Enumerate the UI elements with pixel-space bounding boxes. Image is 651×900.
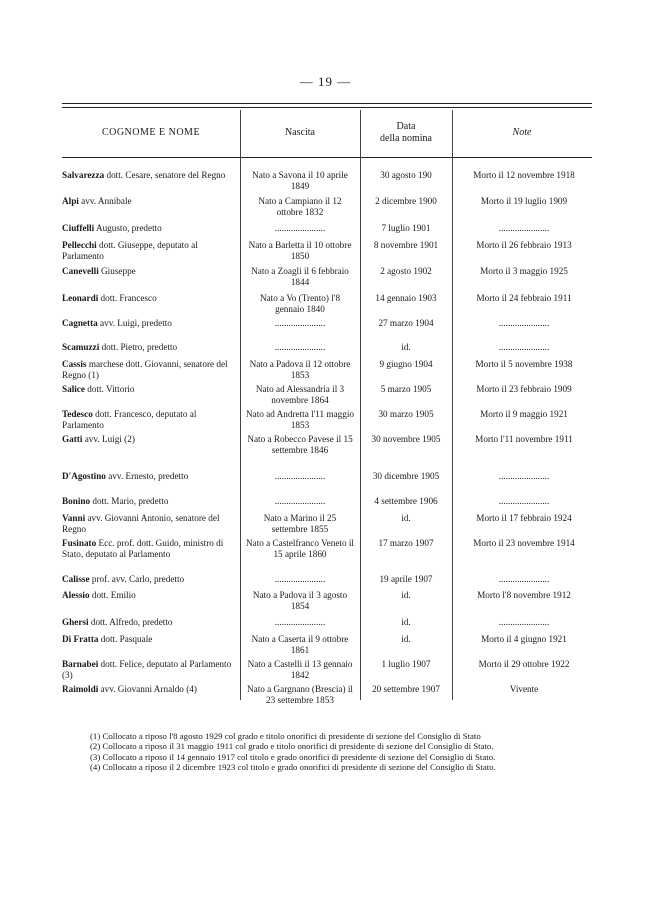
member-name: Di Fratta dott. Pasquale — [62, 634, 153, 644]
note: ...................... — [498, 223, 550, 233]
birth-info: ...................... — [274, 471, 326, 481]
note: ...................... — [498, 342, 550, 352]
note: ...................... — [498, 318, 550, 328]
member-name: Fusinato Ecc. prof. dott. Guido, ministro di Stato, deputato al Parlamento — [62, 538, 224, 559]
member-name: Alessio dott. Emilio — [62, 590, 136, 600]
top-rule — [62, 103, 592, 104]
note: Morto il 5 novembre 1938 — [475, 359, 573, 369]
birth-info: Nato a Castelli il 13 gennaio 1842 — [247, 659, 353, 680]
note: Morto il 23 novembre 1914 — [473, 538, 575, 548]
header-rule — [62, 157, 592, 158]
appointment-date: 30 agosto 190 — [380, 170, 432, 180]
appointment-date: id. — [401, 634, 411, 644]
page-number: — 19 — — [299, 74, 352, 89]
note: ...................... — [498, 471, 550, 481]
note: Morto il 17 febbraio 1924 — [476, 513, 572, 523]
birth-info: ...................... — [274, 496, 326, 506]
birth-info: Nato a Vo (Trento) l'8 gennaio 1840 — [259, 293, 341, 314]
footnotes — [62, 731, 592, 773]
birth-info: Nato a Castelfranco Veneto il 15 aprile 1860 — [245, 538, 354, 559]
header-date-line2: della nomina — [380, 133, 432, 144]
appointment-date: 14 gennaio 1903 — [375, 293, 437, 303]
note: ...................... — [498, 574, 550, 584]
appointment-date: 30 dicembre 1905 — [372, 471, 440, 481]
footnote: (2) Collocato a riposo il 31 maggio 1911 col grado e titolo onorifici di presidente di sezione del Consiglio di Stato. — [90, 741, 494, 752]
header-appointment-date — [360, 110, 452, 156]
member-name: D'Agostino avv. Ernesto, predetto — [62, 471, 189, 481]
birth-info: Nato a Zoagli il 6 febbraio 1844 — [251, 266, 349, 287]
note: ...................... — [498, 496, 550, 506]
appointment-date: 2 agosto 1902 — [380, 266, 432, 276]
column-divider — [360, 110, 361, 700]
note: Morto l'11 novembre 1911 — [475, 434, 573, 444]
member-name: Scamuzzi dott. Pietro, predetto — [62, 342, 178, 352]
member-name: Canevelli Giuseppe — [62, 266, 136, 276]
appointment-date: id. — [401, 617, 411, 627]
birth-info: ...................... — [274, 223, 326, 233]
appointment-date: id. — [401, 590, 411, 600]
birth-info: Nato a Marino il 25 settembre 1855 — [263, 513, 337, 534]
birth-info: Nato a Padova il 12 ottobre 1853 — [249, 359, 351, 380]
note: Morto il 23 febbraio 1909 — [476, 384, 572, 394]
note: Morto il 19 luglio 1909 — [480, 196, 568, 206]
column-divider — [452, 110, 453, 700]
note: ...................... — [498, 617, 550, 627]
note: Morto il 29 ottobre 1922 — [478, 659, 570, 669]
note: Morto il 9 maggio 1921 — [480, 409, 568, 419]
birth-info: Nato a Savona il 10 aprile 1849 — [252, 170, 348, 191]
birth-info: Nato ad Alessandria il 3 novembre 1864 — [255, 384, 345, 405]
member-name: Bonino dott. Mario, predetto — [62, 496, 169, 506]
birth-info: ...................... — [274, 342, 326, 352]
birth-info: Nato a Caserta il 9 ottobre 1861 — [251, 634, 349, 655]
note: Morto l'8 novembre 1912 — [477, 590, 571, 600]
appointment-date: 20 settembre 1907 — [372, 684, 440, 694]
appointment-date: 17 marzo 1907 — [378, 538, 434, 548]
birth-info: Nato a Campiano il 12 ottobre 1832 — [258, 196, 342, 217]
member-name: Leonardi dott. Francesco — [62, 293, 157, 303]
note: Vivente — [509, 684, 539, 694]
appointment-date: 7 luglio 1901 — [381, 223, 431, 233]
appointment-date: 8 novembre 1901 — [373, 240, 439, 250]
appointment-date: 1 luglio 1907 — [381, 659, 431, 669]
birth-info: Nato a Padova il 3 agosto 1854 — [252, 590, 348, 611]
note: Morto il 4 giugno 1921 — [481, 634, 567, 644]
footnote: (4) Collocato a riposo il 2 dicembre 1923 col titolo e grado onorifici di presidente di sezione del Consiglio di Stato. — [90, 762, 496, 773]
member-name: Pellecchi dott. Giuseppe, deputato al Parlamento — [62, 240, 198, 261]
appointment-date: 27 marzo 1904 — [378, 318, 434, 328]
header-notes: Note — [512, 127, 532, 138]
member-name: Salice dott. Vittorio — [62, 384, 135, 394]
appointment-date: 30 novembre 1905 — [371, 434, 441, 444]
member-name: Vanni avv. Giovanni Antonio, senatore del Regno — [62, 513, 220, 534]
member-name: Ciuffelli Augusto, predetto — [62, 223, 162, 233]
table-header — [62, 110, 592, 156]
birth-info: ...................... — [274, 574, 326, 584]
member-name: Raimoldi avv. Giovanni Arnaldo (4) — [62, 684, 197, 694]
header-birth: Nascita — [285, 127, 315, 138]
birth-info: Nato ad Andretta l'11 maggio 1853 — [246, 409, 354, 430]
top-rule-thin — [62, 107, 592, 108]
note: Morto il 12 novembre 1918 — [473, 170, 575, 180]
member-name: Barnabei dott. Felice, deputato al Parlamento (3) — [62, 659, 232, 680]
birth-info: Nato a Robecco Pavese il 15 settembre 1846 — [247, 434, 353, 455]
appointment-date: id. — [401, 342, 411, 352]
appointment-date: 4 settembre 1906 — [374, 496, 438, 506]
appointment-date: id. — [401, 513, 411, 523]
header-name: COGNOME E NOME — [101, 127, 201, 138]
member-name: Tedesco dott. Francesco, deputato al Parlamento — [62, 409, 197, 430]
member-name: Cassis marchese dott. Giovanni, senatore del Regno (1) — [62, 359, 228, 380]
column-divider — [240, 110, 241, 700]
appointment-date: 5 marzo 1905 — [380, 384, 432, 394]
member-name: Salvarezza dott. Cesare, senatore del Regno — [62, 170, 226, 180]
birth-info: Nato a Gargnano (Brescia) il 23 settembre 1853 — [247, 684, 353, 705]
member-name: Cagnetta avv. Luigi, predetto — [62, 318, 172, 328]
appointment-date: 30 marzo 1905 — [378, 409, 434, 419]
header-date-line1: Data — [396, 121, 416, 132]
note: Morto il 26 febbraio 1913 — [476, 240, 572, 250]
member-name: Gatti avv. Luigi (2) — [62, 434, 135, 444]
appointment-date: 2 dicembre 1900 — [375, 196, 437, 206]
birth-info: ...................... — [274, 617, 326, 627]
appointment-date: 9 giugno 1904 — [379, 359, 433, 369]
member-name: Ghersi dott. Alfredo, predetto — [62, 617, 173, 627]
footnote: (3) Collocato a riposo il 14 gennaio 1917 col titolo e grado onorifici di presidente di sezione del Consiglio di Stato. — [90, 751, 496, 762]
appointment-date: 19 aprile 1907 — [379, 574, 433, 584]
member-name: Alpi avv. Annibale — [62, 196, 132, 206]
note: Morto il 24 febbraio 1911 — [476, 293, 572, 303]
birth-info: ...................... — [274, 318, 326, 328]
footnote: (1) Collocato a riposo l'8 agosto 1929 col grado e titolo onorifici di presidente di sezione del Consiglio di Stato — [90, 731, 481, 741]
member-name: Calisse prof. avv. Carlo, predetto — [62, 574, 185, 584]
note: Morto il 3 maggio 1925 — [480, 266, 568, 276]
birth-info: Nato a Barletta il 10 ottobre 1850 — [248, 240, 352, 261]
